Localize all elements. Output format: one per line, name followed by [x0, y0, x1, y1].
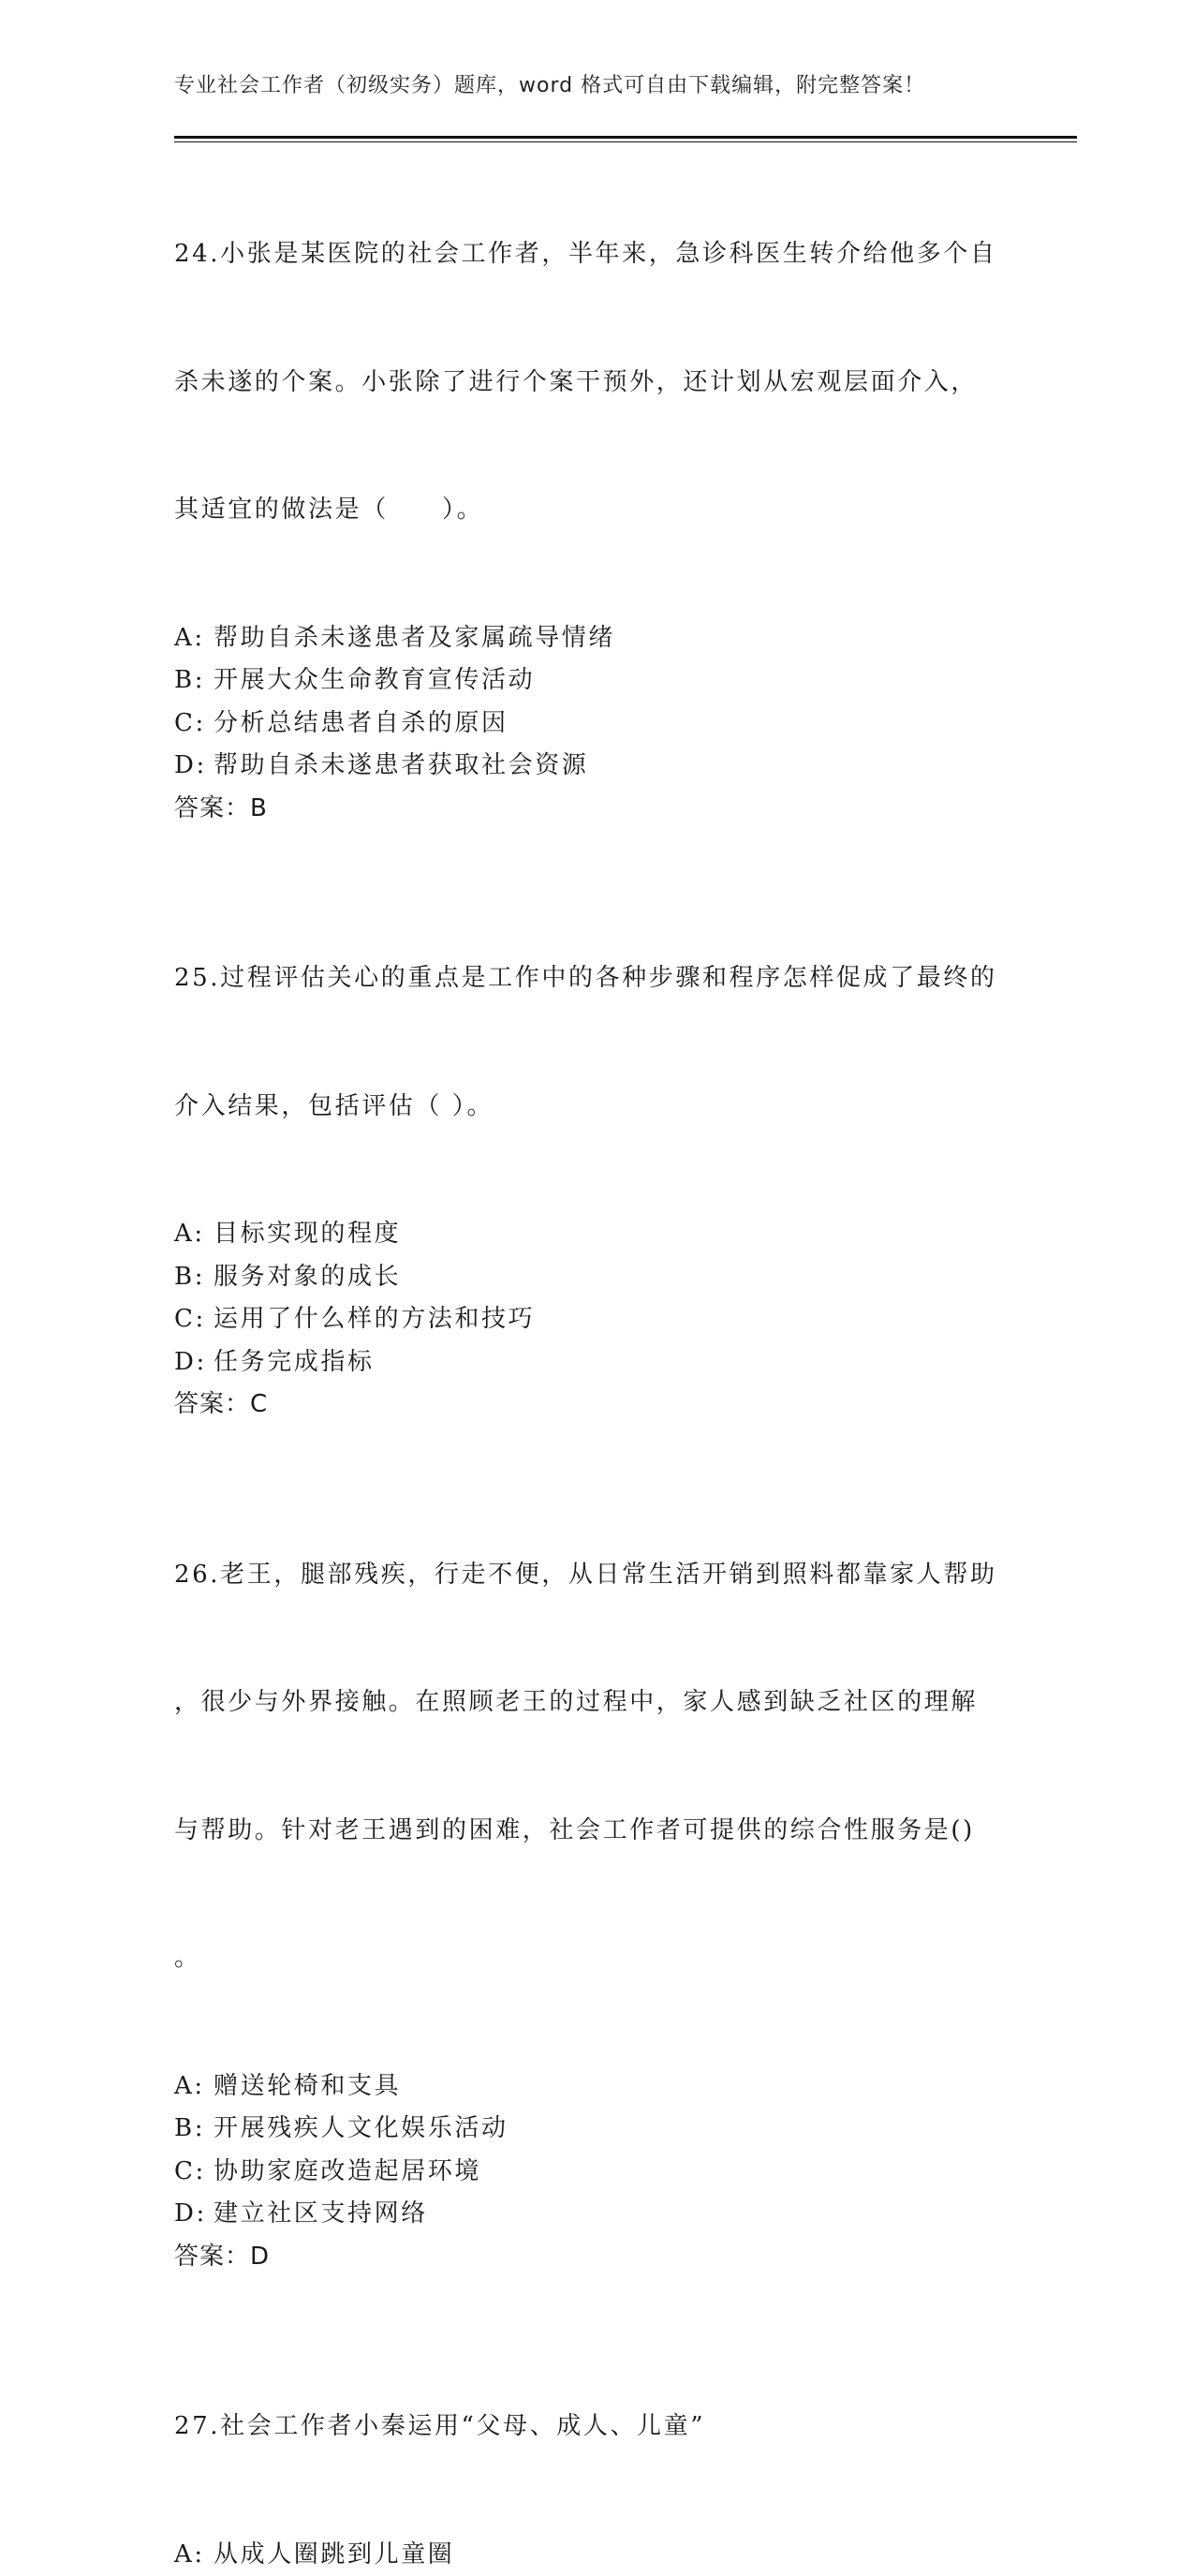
option-c: [174, 2151, 1017, 2194]
option-key: A:: [174, 1213, 214, 1256]
page-header: 专业社会工作者（初级实务）题库，word 格式可自由下载编辑，附完整答案！: [174, 69, 925, 98]
option-c: [174, 703, 1017, 746]
option-text: 帮助自杀未遂患者获取社会资源: [214, 751, 588, 779]
spacer: [174, 1427, 1017, 1469]
header-rule-thin: [174, 141, 1077, 142]
question-list: [174, 148, 1017, 2576]
question-24: [174, 148, 1017, 830]
question-stem: [174, 872, 1017, 1213]
option-key: B:: [174, 2108, 214, 2151]
option-text: 分析总结患者自杀的原因: [214, 709, 509, 737]
question-stem: [174, 148, 1017, 617]
option-key: A:: [174, 2534, 214, 2576]
option-text: 赠送轮椅和支具: [214, 2072, 401, 2100]
stem-line: 与帮助。针对老王遇到的困难，社会工作者可提供的综合性服务是(): [174, 1810, 1017, 1853]
option-text: 运用了什么样的方法和技巧: [214, 1305, 535, 1333]
stem-line: 26.老王，腿部残疾，行走不便，从日常生活开销到照料都靠家人帮助: [174, 1554, 1017, 1597]
question-25: [174, 872, 1017, 1427]
option-text: 开展大众生命教育宣传活动: [214, 666, 535, 694]
option-key: C:: [174, 2151, 214, 2194]
option-text: 目标实现的程度: [214, 1220, 401, 1248]
option-key: D:: [174, 1341, 214, 1384]
option-a: [174, 2065, 1017, 2109]
stem-line: ，很少与外界接触。在照顾老王的过程中，家人感到缺乏社区的理解: [174, 1681, 1017, 1725]
question-stem: [174, 2320, 1017, 2534]
spacer: [174, 830, 1017, 872]
option-b: [174, 659, 1017, 703]
question-stem: [174, 1469, 1017, 2065]
stem-line: 杀未遂的个案。小张除了进行个案干预外，还计划从宏观层面介入，: [174, 362, 1017, 405]
stem-line: 介入结果，包括评估（ ）。: [174, 1086, 1017, 1129]
stem-line: 24.小张是某医院的社会工作者，半年来，急诊科医生转介给他多个自: [174, 233, 1017, 276]
option-text: 建立社区支持网络: [214, 2199, 428, 2228]
option-key: C:: [174, 703, 214, 746]
option-c: [174, 1298, 1017, 1341]
option-text: 从成人圈跳到儿童圈: [214, 2540, 454, 2569]
option-d: [174, 2193, 1017, 2236]
option-a: [174, 2534, 1017, 2576]
answer-line: 答案：B: [174, 788, 1017, 831]
option-key: C:: [174, 1298, 214, 1341]
option-a: [174, 1213, 1017, 1256]
option-key: B:: [174, 659, 214, 703]
option-text: 服务对象的成长: [214, 1263, 401, 1291]
option-text: 开展残疾人文化娱乐活动: [214, 2114, 509, 2142]
question-27: [174, 2320, 1017, 2576]
option-key: D:: [174, 2193, 214, 2236]
option-d: [174, 745, 1017, 788]
answer-line: 答案：D: [174, 2236, 1017, 2279]
option-text: 帮助自杀未遂患者及家属疏导情绪: [214, 624, 615, 652]
option-key: D:: [174, 745, 214, 788]
option-a: [174, 617, 1017, 660]
option-b: [174, 2108, 1017, 2151]
question-26: [174, 1469, 1017, 2279]
option-key: A:: [174, 2065, 214, 2109]
option-text: 协助家庭改造起居环境: [214, 2157, 481, 2185]
option-b: [174, 1256, 1017, 1299]
header-rule-thick: [174, 136, 1077, 139]
stem-line: 27.社会工作者小秦运用“父母、成人、儿童”: [174, 2406, 1017, 2449]
option-key: B:: [174, 1256, 214, 1299]
stem-line: 。: [174, 1937, 1017, 1980]
answer-line: 答案：C: [174, 1384, 1017, 1427]
option-text: 任务完成指标: [214, 1348, 375, 1376]
stem-line: 25.过程评估关心的重点是工作中的各种步骤和程序怎样促成了最终的: [174, 957, 1017, 1000]
stem-line: 其适宜的做法是（ ）。: [174, 489, 1017, 532]
option-d: [174, 1341, 1017, 1384]
spacer: [174, 2278, 1017, 2320]
option-key: A:: [174, 617, 214, 660]
